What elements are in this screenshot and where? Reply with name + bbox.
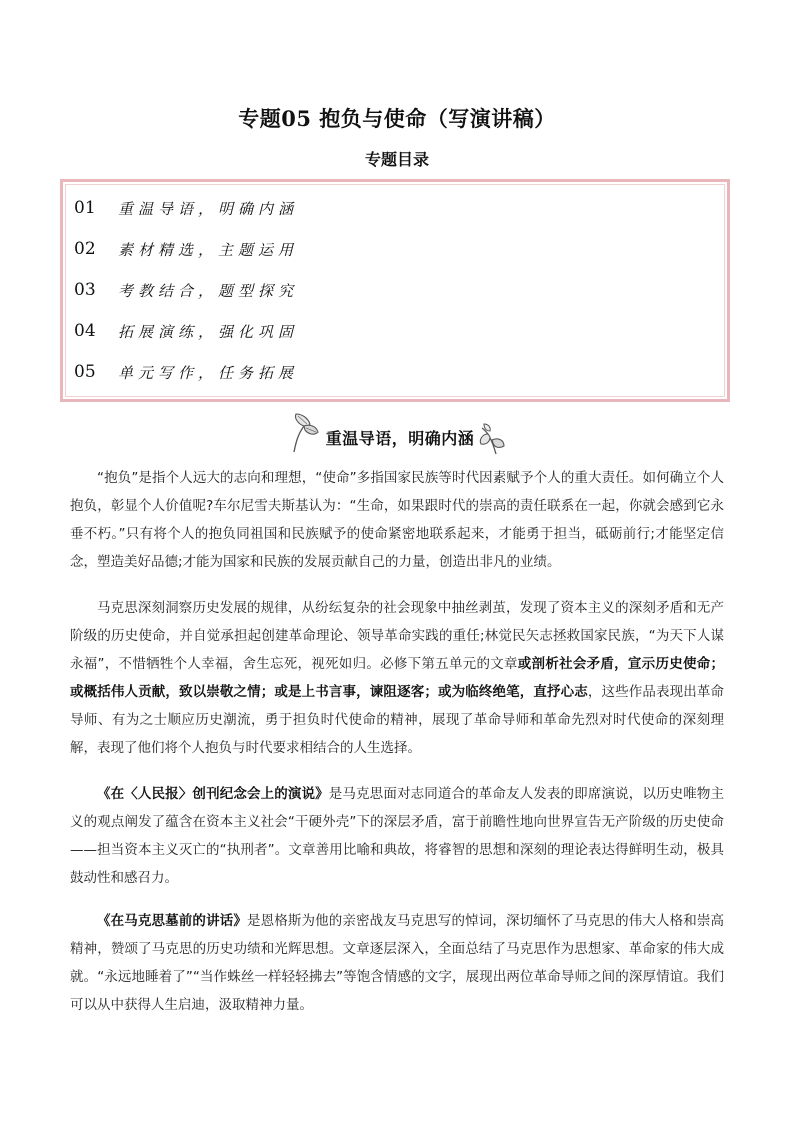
paragraph-text: 是恩格斯为他的亲密战友马克思写的悼词，深切缅怀了马克思的伟大人格和崇高精神，赞颂了马克思的历史功绩和光辉思想。文章逐层深入，全面总结了马克思作为思想家、革命家的伟大成就。“永远地睡着了”“当作蛛丝一样轻轻拂去”等饱含情感的文字，展现出两位革命导师之间的深厚情谊。我们可以从中获得人生启迪，汲取精神力量。 xyxy=(70,913,725,1013)
leaf-right-icon xyxy=(478,422,506,456)
toc-item xyxy=(74,276,298,304)
paragraph-emphasis: 《在〈人民报〉创刊纪念会上的演说》 xyxy=(97,786,329,802)
paragraph-text: 是马克思面对志同道合的革命友人发表的即席演说，以历史唯物主义的观点阐发了蕴含在资本主义社会“干硬外壳”下的深层矛盾，富于前瞻性地向世界宣告无产阶级的历史使命——担当资本主义灭亡的“执刑者”。文章善用比喻和典故，将睿智的思想和深刻的理论表达得鲜明生动，极具鼓动性和感召力。 xyxy=(70,786,725,886)
toc-number: 04 xyxy=(74,321,96,341)
toc-item xyxy=(74,358,298,386)
toc-number: 03 xyxy=(74,280,96,300)
toc-box xyxy=(60,179,730,402)
section-heading xyxy=(290,410,510,456)
toc-item xyxy=(74,194,298,222)
paragraph-emphasis: 或剖析社会矛盾，宣示历史使命；或概括伟人贡献，致以崇敬之情；或是上书言事，谏阻逐客；或为临终绝笔，直抒心志 xyxy=(70,656,725,700)
toc-text: 重温导语，明确内涵 xyxy=(118,199,299,218)
paragraph-text: 马克思深刻洞察历史发展的规律，从纷纭复杂的社会现象中抽丝剥茧，发现了资本主义的深刻矛盾和无产阶级的历史使命，并自觉承担起创建革命理论、领导革命实践的重任;林觉民矢志拯救国家民族，“为天下人谋永福”，不惜牺牲个人幸福，舍生忘死，视死如归。必修下第五单元的文章 xyxy=(70,600,724,672)
paragraph-emphasis: 《在马克思墓前的讲话》 xyxy=(97,913,247,929)
toc-item xyxy=(74,235,298,263)
paragraph-speech xyxy=(70,780,724,892)
toc-number: 01 xyxy=(74,198,96,218)
toc-text: 考教结合，题型探究 xyxy=(118,281,299,300)
section-heading-label: 重温导语，明确内涵 xyxy=(325,428,475,448)
paragraph-eulogy xyxy=(70,907,724,1019)
leaf-left-icon xyxy=(290,412,320,454)
paragraph-text: ，这些作品表现出革命导师、有为之士顺应历史潮流，勇于担负时代使命的精神，展现了革命导师和革命先烈对时代使命的深刻理解，表现了他们将个人抱负与时代要求相结合的人生选择。 xyxy=(70,684,725,756)
page-subtitle: 专题目录 xyxy=(364,150,429,169)
paragraph-marx xyxy=(70,594,724,762)
toc-item xyxy=(74,317,298,345)
toc-text: 单元写作，任务拓展 xyxy=(118,363,299,382)
toc-text: 素材精选，主题运用 xyxy=(118,240,299,259)
page-title: 专题05 抱负与使命（写演讲稿） xyxy=(238,106,556,131)
paragraph-intro: “抱负”是指个人远大的志向和理想，“使命”多指国家民族等时代因素赋予个人的重大责任。如何确立个人抱负，彰显个人价值呢?车尔尼雪夫斯基认为：“生命，如果跟时代的崇高的责任联系在一起，你就会感到它永垂不朽。”只有将个人的抱负同祖国和民族赋予的使命紧密地联系起来，才能勇于担当，砥砺前行;才能坚定信念，塑造美好品德;才能为国家和民族的发展贡献自己的力量，创造出非凡的业绩。 xyxy=(70,470,724,570)
toc-number: 02 xyxy=(74,239,96,259)
toc-number: 05 xyxy=(74,362,96,382)
toc-text: 拓展演练，强化巩固 xyxy=(118,322,299,341)
